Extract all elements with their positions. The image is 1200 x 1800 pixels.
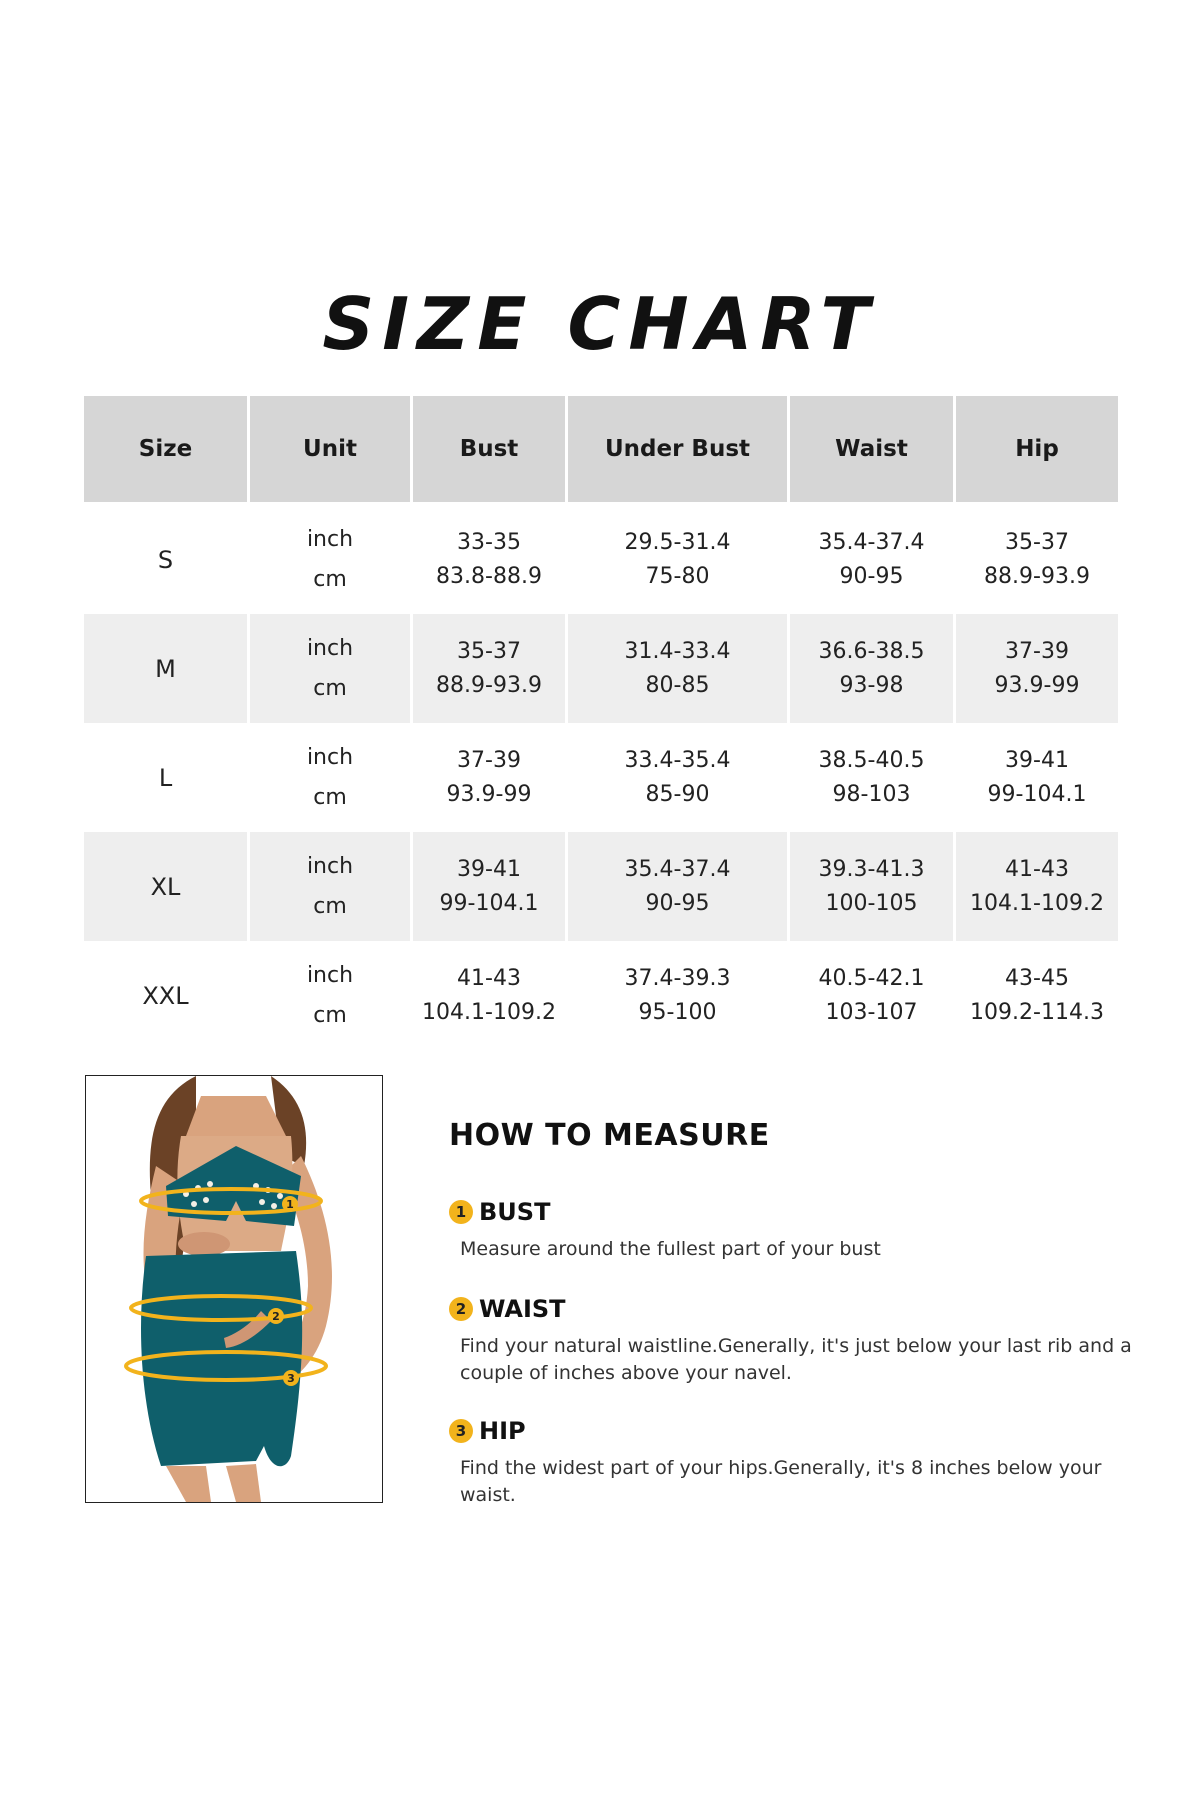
unit-inch: inch <box>306 744 354 770</box>
bust-inch: 39-41 <box>457 856 521 882</box>
under-bust-cm: 95-100 <box>638 999 717 1025</box>
measure-title: WAIST <box>479 1295 566 1323</box>
waist-cm: 93-98 <box>839 672 904 698</box>
unit-inch: inch <box>306 635 354 661</box>
bust-cm: 83.8-88.9 <box>436 563 542 589</box>
bust-cm: 93.9-99 <box>446 781 532 807</box>
bust-inch: 37-39 <box>457 747 521 773</box>
under-bust-inch: 29.5-31.4 <box>624 529 731 555</box>
badge-1-label: 1 <box>286 1198 294 1211</box>
measure-description: Find your natural waistline.Generally, it's just below your last rib and a couple of inches above your navel. <box>460 1335 1132 1384</box>
hip-cm: 93.9-99 <box>994 672 1080 698</box>
hip-cm: 99-104.1 <box>987 781 1087 807</box>
size-cell: XL <box>84 832 247 941</box>
bust-cm: 88.9-93.9 <box>436 672 542 698</box>
measure-description: Measure around the fullest part of your bust <box>460 1238 881 1260</box>
under-bust-inch: 35.4-37.4 <box>624 856 731 882</box>
unit-cm: cm <box>313 566 347 592</box>
bust-inch: 35-37 <box>457 638 521 664</box>
under-bust-inch: 33.4-35.4 <box>624 747 731 773</box>
under-bust-cell <box>568 505 787 614</box>
hip-cell <box>956 941 1118 1050</box>
hip-inch: 39-41 <box>1005 747 1069 773</box>
under-bust-cm: 90-95 <box>645 890 710 916</box>
measure-description: Find the widest part of your hips.Generally, it's 8 inches below your waist. <box>460 1457 1102 1506</box>
hip-inch: 43-45 <box>1005 965 1069 991</box>
badge-3-label: 3 <box>287 1372 295 1385</box>
unit-inch: inch <box>306 526 354 552</box>
unit-cell <box>250 614 410 723</box>
bust-cell <box>413 941 565 1050</box>
header-hip: Hip <box>956 396 1118 502</box>
hip-cell <box>956 614 1118 723</box>
model-illustration <box>86 1076 382 1502</box>
unit-cell <box>250 505 410 614</box>
size-cell: L <box>158 763 173 792</box>
bust-cell <box>413 832 565 941</box>
number-badge-icon: 1 <box>449 1200 473 1224</box>
measure-item-bust <box>449 1198 1150 1263</box>
size-cell: M <box>84 614 247 723</box>
waist-cm: 100-105 <box>825 890 918 916</box>
waist-cell <box>790 723 953 832</box>
waist-cell <box>790 614 953 723</box>
number-badge-icon: 2 <box>449 1297 473 1321</box>
size-cell: XXL <box>142 981 189 1010</box>
bust-cm: 99-104.1 <box>439 890 539 916</box>
under-bust-cell <box>568 832 787 941</box>
measure-title: HIP <box>479 1417 526 1445</box>
waist-cell <box>790 941 953 1050</box>
bust-cell <box>413 614 565 723</box>
unit-cell <box>250 941 410 1050</box>
header-waist: Waist <box>790 396 953 502</box>
bust-cm: 104.1-109.2 <box>422 999 556 1025</box>
hip-cm: 88.9-93.9 <box>984 563 1090 589</box>
waist-inch: 38.5-40.5 <box>818 747 925 773</box>
waist-inch: 36.6-38.5 <box>818 638 925 664</box>
measure-item-waist <box>449 1295 1150 1387</box>
size-cell: S <box>157 545 174 574</box>
under-bust-cm: 85-90 <box>645 781 710 807</box>
unit-inch: inch <box>306 962 354 988</box>
hip-cm: 109.2-114.3 <box>970 999 1104 1025</box>
under-bust-cm: 75-80 <box>645 563 710 589</box>
how-to-measure-heading: HOW TO MEASURE <box>449 1118 770 1153</box>
page-title: SIZE CHART <box>322 282 878 366</box>
bust-inch: 33-35 <box>457 529 521 555</box>
unit-cm: cm <box>313 675 347 701</box>
hip-cm: 104.1-109.2 <box>970 890 1104 916</box>
unit-cm: cm <box>313 1002 347 1028</box>
header-size: Size <box>84 396 247 502</box>
header-under-bust: Under Bust <box>568 396 787 502</box>
bust-cell <box>413 723 565 832</box>
waist-cell <box>790 505 953 614</box>
hip-cell <box>956 505 1118 614</box>
under-bust-inch: 31.4-33.4 <box>624 638 731 664</box>
hip-cell <box>956 832 1118 941</box>
header-bust: Bust <box>413 396 565 502</box>
hip-inch: 41-43 <box>1005 856 1069 882</box>
hip-inch: 35-37 <box>1005 529 1069 555</box>
hip-inch: 37-39 <box>1005 638 1069 664</box>
header-unit: Unit <box>250 396 410 502</box>
unit-inch: inch <box>306 853 354 879</box>
unit-cm: cm <box>313 784 347 810</box>
under-bust-cell <box>568 614 787 723</box>
under-bust-cell <box>568 723 787 832</box>
waist-inch: 40.5-42.1 <box>818 965 925 991</box>
bust-inch: 41-43 <box>457 965 521 991</box>
waist-cell <box>790 832 953 941</box>
unit-cell <box>250 723 410 832</box>
under-bust-cm: 80-85 <box>645 672 710 698</box>
under-bust-cell <box>568 941 787 1050</box>
measure-item-hip <box>449 1417 1150 1509</box>
measure-title: BUST <box>479 1198 551 1226</box>
waist-cm: 103-107 <box>825 999 918 1025</box>
number-badge-icon: 3 <box>449 1419 473 1443</box>
under-bust-inch: 37.4-39.3 <box>624 965 731 991</box>
hip-cell <box>956 723 1118 832</box>
badge-2-label: 2 <box>272 1310 280 1323</box>
bust-cell <box>413 505 565 614</box>
unit-cm: cm <box>313 893 347 919</box>
waist-cm: 90-95 <box>839 563 904 589</box>
waist-inch: 39.3-41.3 <box>818 856 925 882</box>
unit-cell <box>250 832 410 941</box>
size-table <box>84 396 1117 1050</box>
waist-cm: 98-103 <box>832 781 911 807</box>
model-photo <box>85 1075 383 1503</box>
waist-inch: 35.4-37.4 <box>818 529 925 555</box>
